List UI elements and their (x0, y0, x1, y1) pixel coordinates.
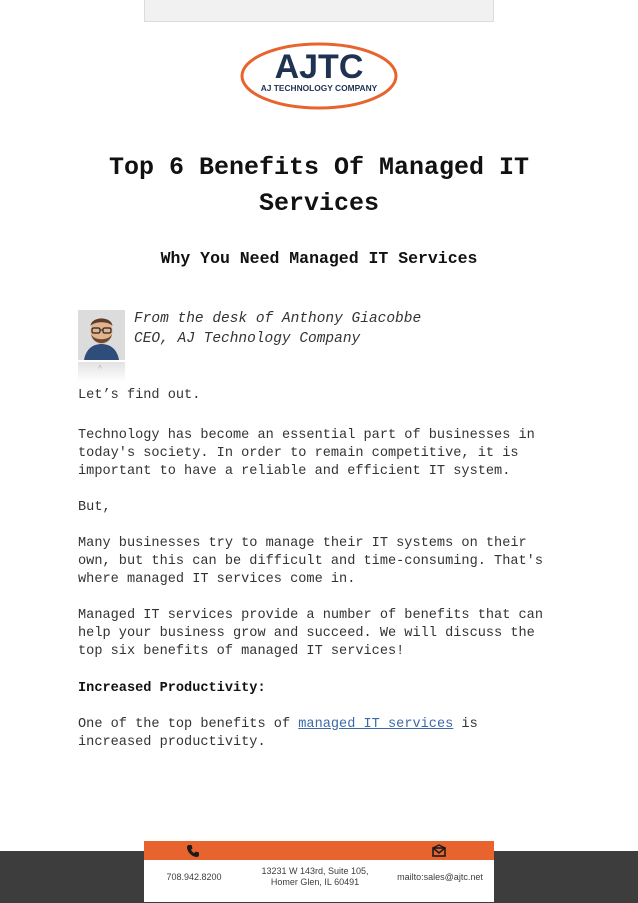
top-bar (144, 0, 494, 22)
mail-icon (431, 843, 447, 859)
managed-it-services-link[interactable]: managed IT services (298, 717, 454, 732)
text-line: help your business grow and succeed. We will discuss the (78, 626, 535, 641)
text-line: Let’s find out. (78, 388, 201, 403)
paragraph (78, 387, 563, 405)
byline-author: From the desk of Anthony Giacobbe (134, 311, 422, 327)
paragraph (78, 607, 563, 661)
logo-wordmark: AJTC (274, 48, 364, 86)
text-line: important to have a reliable and efficient IT system. (78, 464, 511, 479)
text-line: Many businesses try to manage their IT systems on their (78, 536, 527, 551)
avatar-reflection: ^ (78, 362, 125, 382)
text-line: where managed IT services come in. (78, 572, 356, 587)
paragraph (78, 716, 563, 752)
paragraph (78, 499, 563, 517)
logo-tagline: AJ TECHNOLOGY COMPANY (260, 83, 378, 93)
text-run: is (453, 717, 478, 732)
text-line: But, (78, 500, 111, 515)
text-line: Technology has become an essential part of businesses in (78, 428, 535, 443)
footer-phone[interactable]: 708.942.8200 (166, 872, 222, 882)
page-subtitle: Why You Need Managed IT Services (160, 249, 478, 268)
text-run: One of the top benefits of (78, 717, 299, 732)
author-avatar (78, 310, 125, 360)
byline-title: CEO, AJ Technology Company (134, 331, 361, 347)
phone-icon (185, 843, 201, 859)
page-title: Top 6 Benefits Of Managed IT Services (108, 153, 530, 218)
text-line: Managed IT services provide a number of benefits that can (78, 608, 543, 623)
paragraph (78, 427, 563, 481)
text-line: today's society. In order to remain competitive, it is (78, 446, 519, 461)
section-heading: Increased Productivity: (78, 681, 266, 696)
footer-address-line: 13231 W 143rd, Suite 105, (261, 866, 369, 876)
text-line: top six benefits of managed IT services! (78, 644, 405, 659)
text-line: increased productivity. (78, 735, 266, 750)
text-line: own, but this can be difficult and time-consuming. That's (78, 554, 543, 569)
company-logo (239, 36, 399, 112)
paragraph (78, 535, 563, 589)
footer-address (250, 866, 380, 888)
footer-address-line: Homer Glen, IL 60491 (270, 877, 360, 887)
footer-email[interactable]: mailto:sales@ajtc.net (397, 872, 483, 882)
